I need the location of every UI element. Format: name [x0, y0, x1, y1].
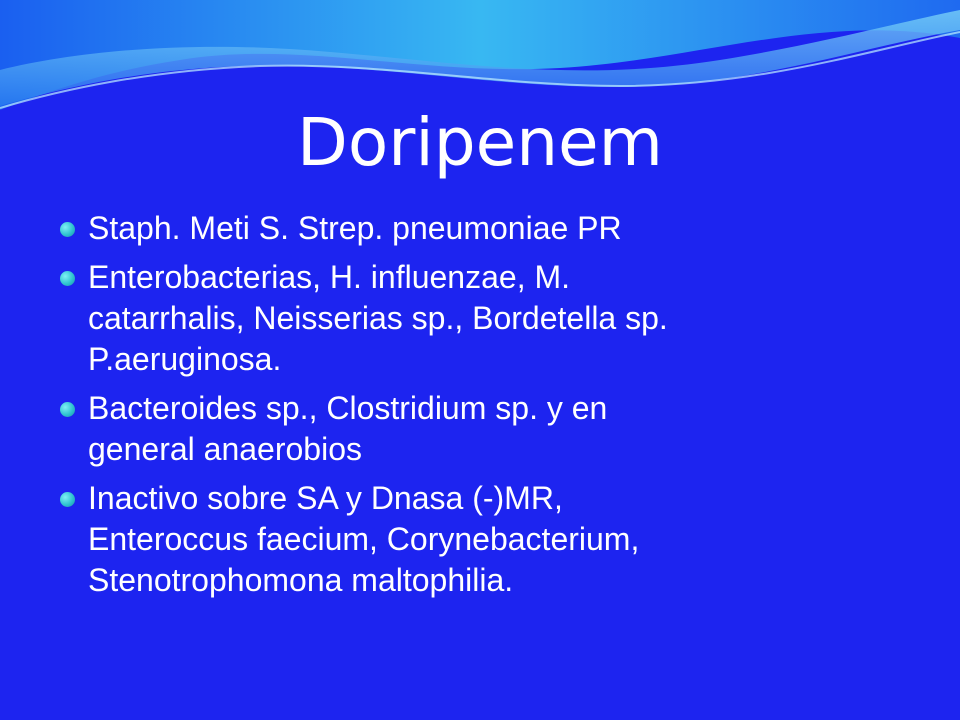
bullet-item [58, 388, 938, 470]
bullet-text-line: P.aeruginosa. [88, 341, 282, 377]
bullet-dot-icon [60, 222, 75, 237]
bullet-text-line: Inactivo sobre SA y Dnasa (-)MR, [88, 480, 563, 516]
bullet-item [58, 257, 938, 380]
bullet-dot-icon [60, 271, 75, 286]
bullet-dot-icon [60, 402, 75, 417]
bullet-item [58, 478, 938, 601]
bullet-item [58, 208, 938, 249]
bullet-text-line: Enteroccus faecium, Corynebacterium, [88, 521, 640, 557]
bullet-text-line: catarrhalis, Neisserias sp., Bordetella sp. [88, 300, 668, 336]
bullet-text-line: Stenotrophomona maltophilia. [88, 562, 514, 598]
bullet-list [58, 208, 938, 609]
bullet-text-line: Staph. Meti S. Strep. pneumoniae PR [88, 210, 622, 246]
slide-title: Doripenem [297, 104, 663, 181]
bullet-text-line: Enterobacterias, H. influenzae, M. [88, 259, 571, 295]
bullet-dot-icon [60, 492, 75, 507]
bullet-text-line: Bacteroides sp., Clostridium sp. y en [88, 390, 608, 426]
bullet-text-line: general anaerobios [88, 431, 362, 467]
